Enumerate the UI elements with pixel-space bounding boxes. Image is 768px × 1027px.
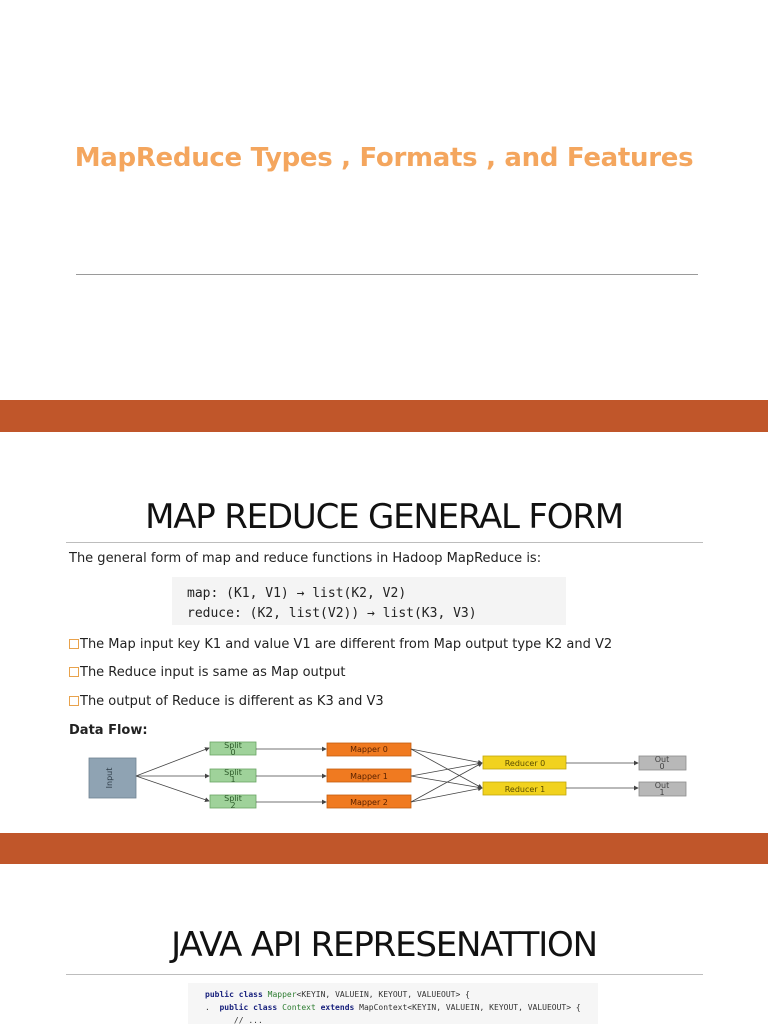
bullet-text: The Reduce input is same as Map output: [80, 665, 346, 680]
reducer-0-label: Reducer 0: [504, 759, 546, 768]
out-1-label: Out: [654, 781, 670, 790]
split-1-label: Split: [224, 768, 242, 777]
code-keyword: public class: [205, 990, 268, 999]
out-0-index: 0: [659, 762, 665, 771]
slide-1-title: MapReduce Types , Formats , and Features: [74, 143, 694, 173]
split-2-index: 2: [230, 801, 236, 810]
bullet-item: [69, 665, 345, 680]
checkbox-bullet-icon: [69, 639, 79, 649]
code-line-reduce: reduce: (K2, list(V2)) → list(K3, V3): [187, 606, 477, 621]
code-type: Mapper: [267, 990, 297, 999]
java-code-line-3: // ...: [205, 1016, 263, 1025]
split-1-index: 1: [230, 775, 236, 784]
edge: [411, 763, 482, 776]
code-keyword: extends: [320, 1003, 360, 1012]
out-0-label: Out: [654, 755, 670, 764]
bullet-item: [69, 637, 612, 652]
slide-separator-band: [0, 400, 768, 432]
slide-2-divider: [66, 542, 703, 543]
intro-text: The general form of map and reduce functions in Hadoop MapReduce is:: [69, 551, 542, 566]
code-text: .: [205, 1003, 220, 1012]
slide-3-heading: JAVA API REPRESENATTION: [171, 925, 597, 965]
java-api-code-block: [188, 983, 598, 1024]
input-node-label: Input: [105, 767, 114, 789]
mapper-1-label: Mapper 1: [350, 772, 388, 781]
edge: [136, 748, 209, 776]
data-flow-diagram: [85, 738, 695, 810]
code-type: Context: [282, 1003, 321, 1012]
code-text: MapContext<KEYIN, VALUEIN, KEYOUT, VALUEOUT> {: [359, 1003, 581, 1012]
mapper-0-label: Mapper 0: [350, 745, 388, 754]
bullet-text: The Map input key K1 and value V1 are different from Map output type K2 and V2: [80, 637, 613, 652]
java-code-line-1: [205, 988, 598, 1001]
mapper-2-label: Mapper 2: [350, 798, 388, 807]
code-keyword: public class: [219, 1003, 283, 1012]
bullet-text: The output of Reduce is different as K3 and V3: [80, 694, 384, 709]
slide-1-divider: [76, 274, 698, 275]
edge: [136, 776, 209, 801]
split-0-label: Split: [224, 741, 242, 750]
general-form-code-block: [172, 577, 566, 625]
bullet-item: [69, 694, 384, 709]
code-text: <KEYIN, VALUEIN, KEYOUT, VALUEOUT> {: [296, 990, 470, 999]
edge: [411, 749, 482, 763]
edge: [411, 788, 482, 802]
code-line-map: map: (K1, V1) → list(K2, V2): [187, 586, 407, 601]
slide-3-divider: [66, 974, 703, 975]
reducer-1-label: Reducer 1: [504, 785, 546, 794]
slide-2-heading: MAP REDUCE GENERAL FORM: [145, 497, 623, 537]
split-2-label: Split: [224, 794, 242, 803]
out-1-index: 1: [659, 788, 665, 797]
java-code-line-2: [205, 1001, 598, 1014]
checkbox-bullet-icon: [69, 696, 79, 706]
split-0-index: 0: [230, 748, 236, 757]
checkbox-bullet-icon: [69, 667, 79, 677]
slide-separator-band: [0, 833, 768, 864]
data-flow-label: Data Flow:: [69, 723, 148, 738]
